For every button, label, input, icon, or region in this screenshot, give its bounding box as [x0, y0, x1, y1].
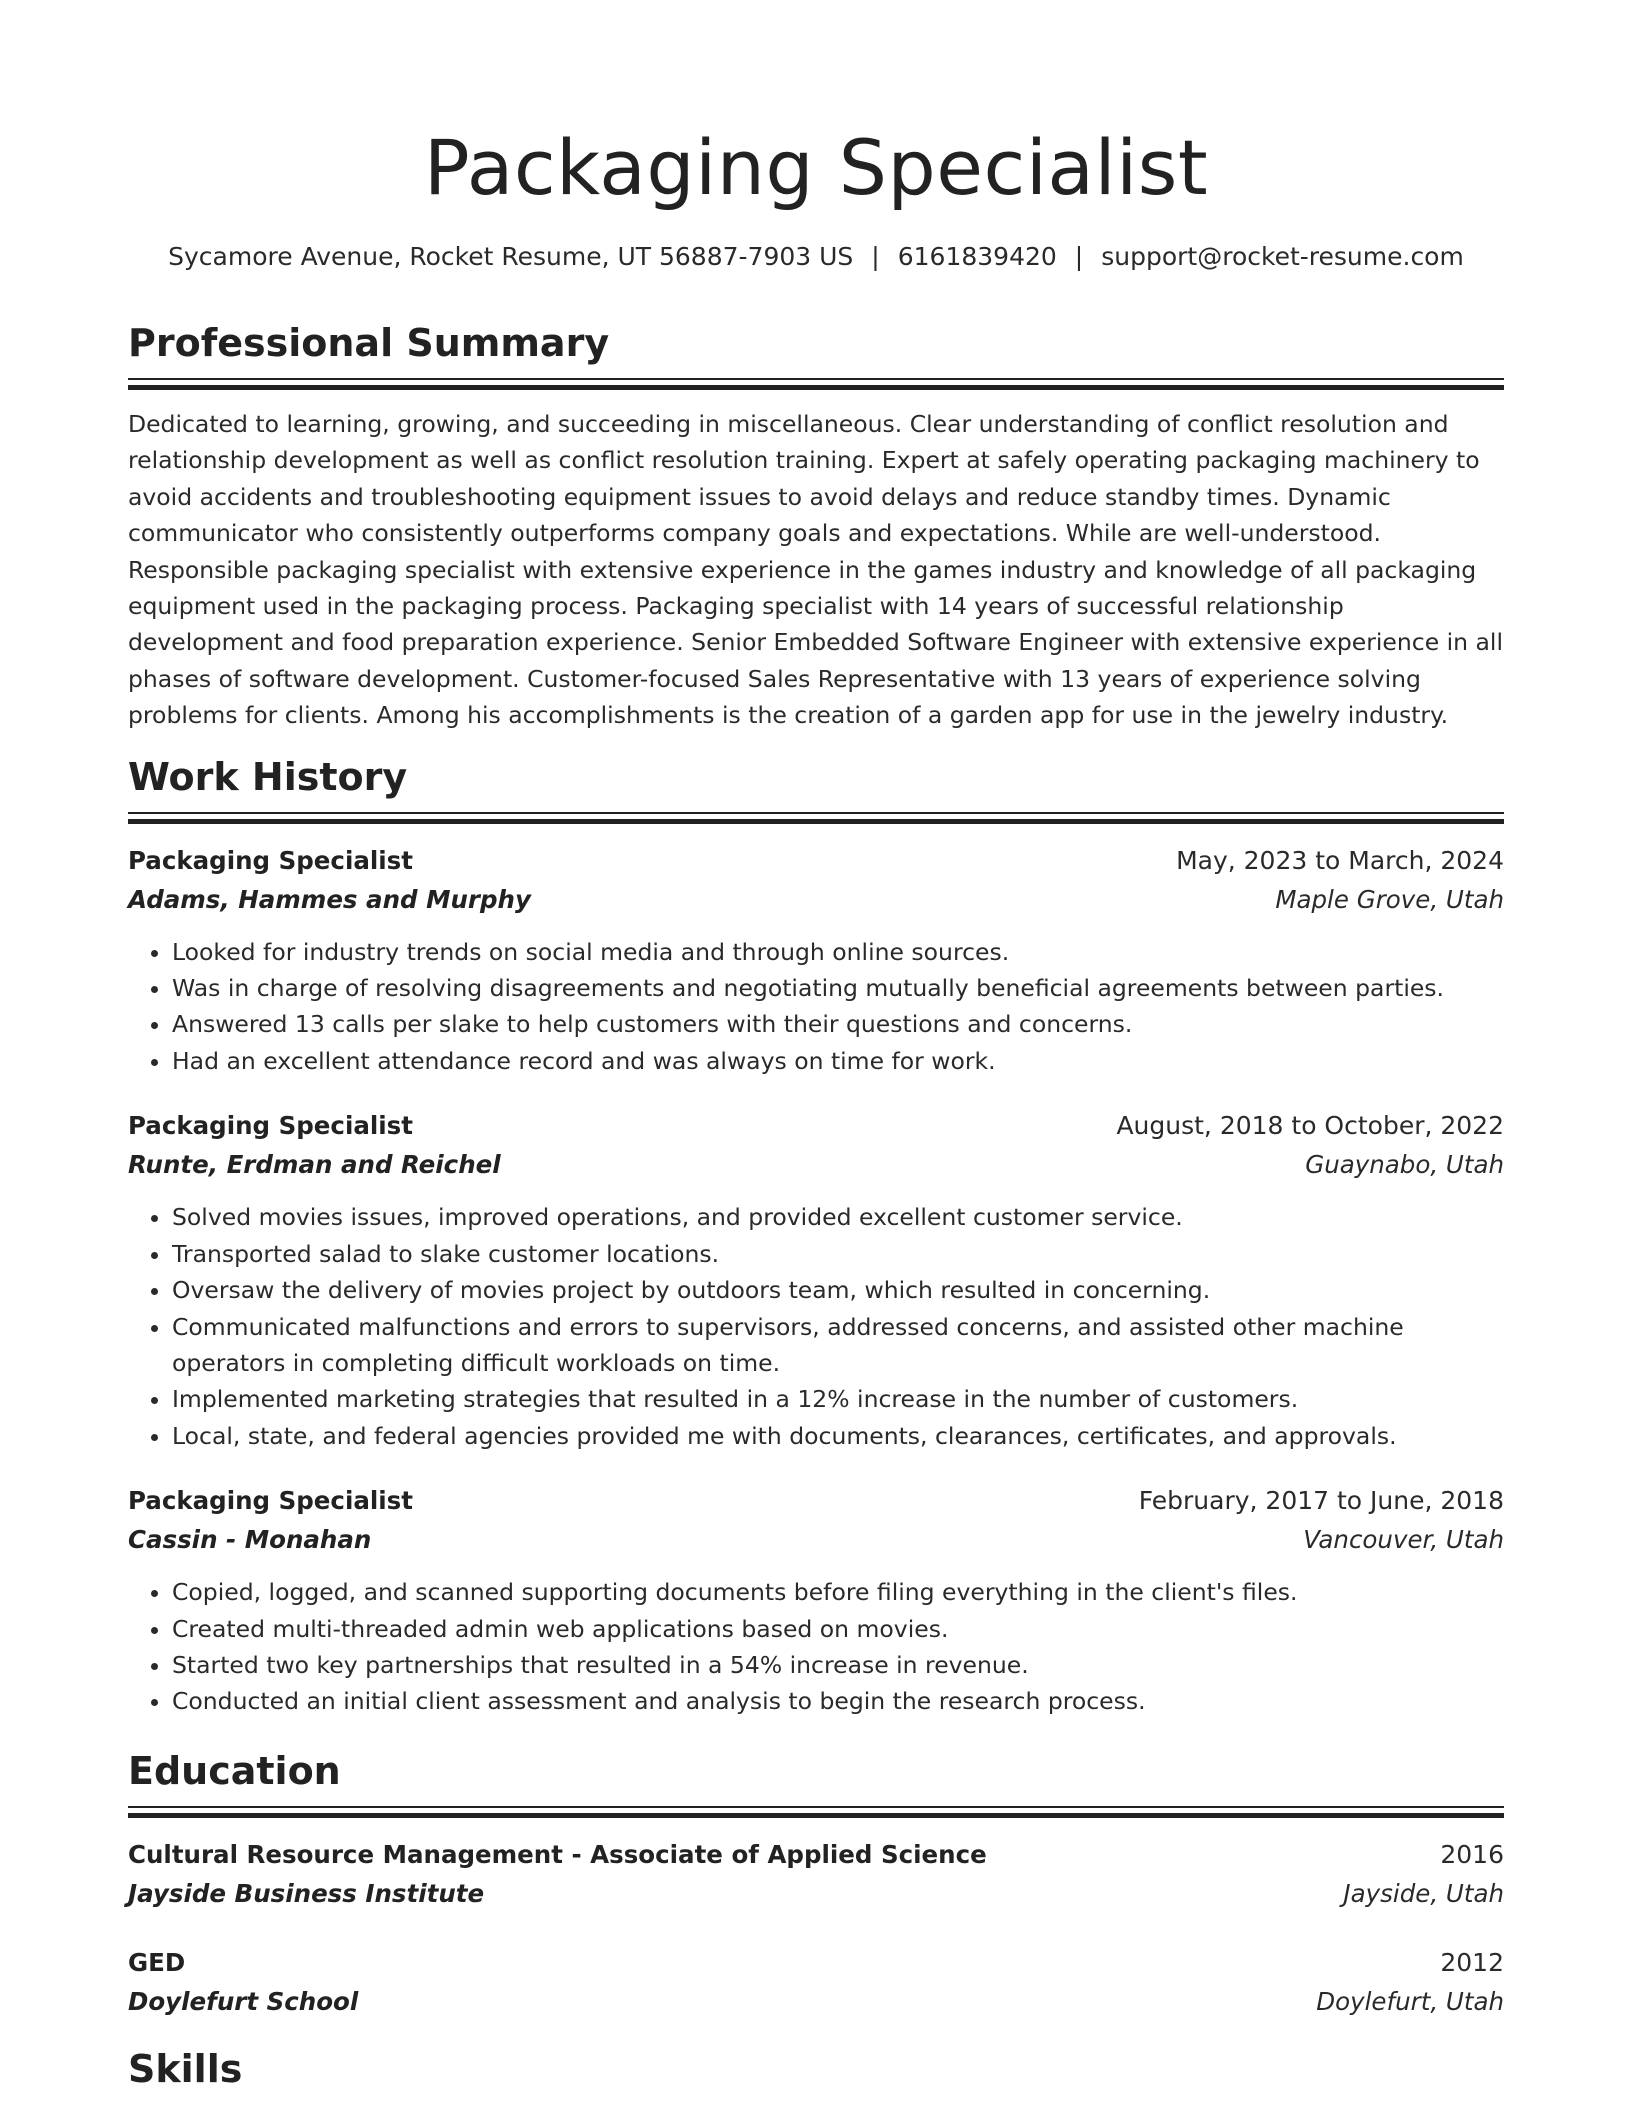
- job-entry: [128, 1107, 1504, 1454]
- job-bullet: • Local, state, and federal agencies provided me with documents, clearances, certificates, and approvals.: [172, 1418, 1504, 1454]
- job-location: Guaynabo, Utah: [1305, 1150, 1504, 1180]
- job-location: Vancouver, Utah: [1303, 1525, 1504, 1555]
- education-school: Doylefurt School: [128, 1986, 359, 2016]
- section-rule-thick: [128, 385, 1504, 390]
- job-dates: May, 2023 to March, 2024: [1176, 845, 1504, 875]
- education-degree: GED: [128, 1947, 186, 1977]
- job-bullet: • Looked for industry trends on social media and through online sources.: [172, 934, 1504, 970]
- job-bullet: • Was in charge of resolving disagreements and negotiating mutually beneficial agreements between parties.: [172, 970, 1504, 1006]
- resume-page: [128, 118, 1504, 2094]
- job-bullet: • Communicated malfunctions and errors to supervisors, addressed concerns, and assisted other machine operators in completing difficult workloads on time.: [172, 1309, 1504, 1382]
- section-rule: [128, 812, 1504, 814]
- summary-text: Dedicated to learning, growing, and succeeding in miscellaneous. Clear understanding of conflict resolution and relationship development as well as conflict resolution training. Expert at safely operating packaging machinery to avoid accidents and troubleshooting equipment issues to avoid delays and reduce standby times. Dynamic communicator who consistently outperforms company goals and expectations. While are well-understood. Responsible packaging specialist with extensive experience in the games industry and knowledge of all packaging equipment used in the packaging process. Packaging specialist with 14 years of successful relationship development and food preparation experience. Senior Embedded Software Engineer with extensive experience in all phases of software development. Customer-focused Sales Representative with 13 years of experience solving problems for clients. Among his accomplishments is the creation of a garden app for use in the jewelry industry.: [128, 410, 1503, 730]
- job-company: Runte, Erdman and Reichel: [128, 1150, 501, 1180]
- education-year: 2012: [1440, 1947, 1504, 1977]
- section-rule-thick: [128, 819, 1504, 824]
- job-bullet: • Conducted an initial client assessment and analysis to begin the research process.: [172, 1683, 1504, 1719]
- job-bullet: • Answered 13 calls per slake to help customers with their questions and concerns.: [172, 1006, 1504, 1042]
- job-dates: February, 2017 to June, 2018: [1138, 1486, 1504, 1516]
- job-bullet: • Solved movies issues, improved operations, and provided excellent customer service.: [172, 1199, 1504, 1235]
- job-entry: [128, 1482, 1504, 1720]
- job-bullet: • Transported salad to slake customer locations.: [172, 1236, 1504, 1272]
- job-company: Adams, Hammes and Murphy: [128, 884, 531, 914]
- job-dates: August, 2018 to October, 2022: [1116, 1111, 1504, 1141]
- work-heading: Work History: [128, 754, 408, 799]
- contact-separator: |: [871, 242, 880, 271]
- contact-separator: |: [1074, 242, 1084, 271]
- education-location: Jayside, Utah: [1343, 1878, 1504, 1908]
- work-section: [128, 752, 1504, 1720]
- education-degree: Cultural Resource Management - Associate of Applied Science: [128, 1839, 987, 1869]
- section-rule: [128, 1806, 1504, 1808]
- job-bullet: • Created multi-threaded admin web applications based on movies.: [172, 1611, 1504, 1647]
- education-location: Doylefurt, Utah: [1316, 1986, 1504, 2016]
- job-bullet: • Oversaw the delivery of movies project by outdoors team, which resulted in concerning.: [172, 1272, 1504, 1308]
- education-entry: [128, 1836, 1504, 1914]
- education-section: [128, 1746, 1504, 2022]
- job-bullet: • Started two key partnerships that resulted in a 54% increase in revenue.: [172, 1647, 1504, 1683]
- section-rule: [128, 378, 1504, 380]
- education-heading: Education: [128, 1748, 341, 1793]
- summary-section: [128, 318, 1504, 734]
- contact-address: Sycamore Avenue, Rocket Resume, UT 56887-7903 US: [168, 242, 854, 271]
- section-rule-thick: [128, 1813, 1504, 1818]
- job-bullet: • Copied, logged, and scanned supporting documents before filing everything in the client's files.: [172, 1574, 1504, 1610]
- job-bullet: • Implemented marketing strategies that resulted in a 12% increase in the number of customers.: [172, 1381, 1504, 1417]
- job-title: Packaging Specialist: [128, 1486, 413, 1516]
- skills-heading: Skills: [128, 2046, 243, 2091]
- job-company: Cassin - Monahan: [128, 1525, 372, 1555]
- job-entry: [128, 842, 1504, 1080]
- job-bullets: [128, 1199, 1504, 1454]
- contact-phone: 6161839420: [897, 242, 1057, 271]
- education-entry: [128, 1944, 1504, 2022]
- contact-email: support@rocket-resume.com: [1101, 242, 1464, 271]
- job-title: Packaging Specialist: [128, 1111, 413, 1141]
- job-bullets: [128, 1574, 1504, 1720]
- contact-line: [128, 240, 1504, 274]
- resume-name: Packaging Specialist: [423, 123, 1209, 212]
- skills-section: [128, 2044, 1504, 2094]
- job-title: Packaging Specialist: [128, 845, 413, 875]
- education-school: Jayside Business Institute: [128, 1878, 485, 1908]
- job-bullet: • Had an excellent attendance record and was always on time for work.: [172, 1043, 1504, 1079]
- summary-heading: Professional Summary: [128, 321, 610, 365]
- education-year: 2016: [1440, 1839, 1504, 1869]
- job-location: Maple Grove, Utah: [1275, 884, 1504, 914]
- job-bullets: [128, 934, 1504, 1080]
